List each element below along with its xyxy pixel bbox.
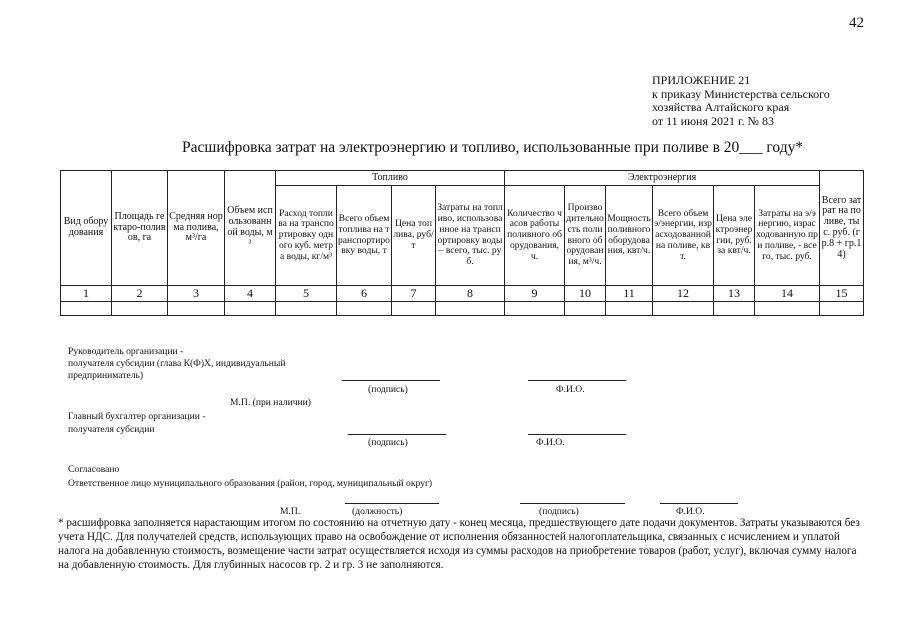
appendix-line: ПРИЛОЖЕНИЕ 21 <box>652 73 751 87</box>
table-cell[interactable] <box>653 302 714 316</box>
header-cell: Всего объем топлива на транспортировку воды, т <box>337 186 392 286</box>
signature-line[interactable] <box>348 434 446 435</box>
table-row-empty <box>61 302 864 316</box>
column-number: 7 <box>392 286 436 302</box>
header-cell: Средняя норма полива, м³/га <box>168 171 225 286</box>
header-cell: Площадь гектаро-поливов, га <box>112 171 168 286</box>
group-header-electric: Электроэнергия <box>505 171 820 186</box>
signature-caption: (подпись) <box>368 437 408 448</box>
column-number: 10 <box>565 286 606 302</box>
accountant-label: Главный бухгалтер организации - <box>68 411 206 422</box>
footnote: * расшифровка заполняется нарастающим итогом по состоянию на отчетную дату - конец месяца, предшествующего дате подачи документов. Затраты указываются без учета НДС. Для получателей средств, использующих право на освобождение от исполнения обязанностей налогоплательщика, связанных с исчислением и уплатой налога на добавленную стоимость, возмещение части затрат осуществляется исходя из суммы расходов на приобретение товаров (работ, услуг), включая сумму налога на добавленную стоимость. Для глубинных насосов гр. 2 и гр. 3 не заполняются. <box>58 517 860 571</box>
column-number: 11 <box>606 286 653 302</box>
header-cell: Мощность поливного оборудования, квт/ч. <box>606 186 653 286</box>
position-caption: (должность) <box>352 506 403 517</box>
table-group-row <box>61 171 864 186</box>
header-cell: Производительность поливного оборудования, м³/ч. <box>565 186 606 286</box>
column-number: 6 <box>337 286 392 302</box>
agreed-label: Согласовано <box>68 464 120 475</box>
signature-caption: (подпись) <box>539 506 579 517</box>
column-number: 13 <box>714 286 755 302</box>
header-cell: Расход топлива на транспортировку одного куб. метра воды, кг/м³ <box>276 186 337 286</box>
signature-line[interactable] <box>342 380 440 381</box>
group-header-fuel: Топливо <box>276 171 505 186</box>
header-cell: Цена топлива, руб/т <box>392 186 436 286</box>
header-cell: Цена электроэнергии, руб. за квт/ч. <box>714 186 755 286</box>
table-cell[interactable] <box>755 302 820 316</box>
head-label: Руководитель организации - <box>68 346 184 357</box>
appendix-line: хозяйства Алтайского края <box>652 100 790 114</box>
column-number: 2 <box>112 286 168 302</box>
name-line[interactable] <box>528 434 626 435</box>
fio-caption: Ф.И.О. <box>536 437 565 448</box>
table-cell[interactable] <box>225 302 276 316</box>
stamp-caption: М.П. <box>280 506 301 517</box>
header-cell: Затраты на топливо, использованное на транспортировку воды – всего, тыс. руб. <box>436 186 505 286</box>
responsible-label: Ответственное лицо муниципального образования (район, город, муниципальный округ) <box>68 478 433 489</box>
page-number: 42 <box>849 15 864 31</box>
appendix-header <box>652 74 882 128</box>
table-cell[interactable] <box>276 302 337 316</box>
table-cell[interactable] <box>714 302 755 316</box>
appendix-line: от 11 июня 2021 г. № 83 <box>652 113 774 128</box>
table-cell[interactable] <box>436 302 505 316</box>
column-number: 3 <box>168 286 225 302</box>
fio-caption: Ф.И.О. <box>556 384 585 395</box>
signature-caption: (подпись) <box>368 384 408 395</box>
header-cell: Объем использованной воды, м³ <box>225 171 276 286</box>
column-number-row <box>61 286 864 302</box>
signature-line[interactable] <box>520 503 625 504</box>
fio-caption: Ф.И.О. <box>676 506 705 517</box>
header-cell: Всего объем э/энергии, израсходованной на поливе, квт. <box>653 186 714 286</box>
column-number: 8 <box>436 286 505 302</box>
column-number: 12 <box>653 286 714 302</box>
appendix-line: к приказу Министерства сельского <box>652 86 830 101</box>
column-number: 15 <box>820 286 864 302</box>
table-cell[interactable] <box>337 302 392 316</box>
head-label: получателя субсидии (глава К(Ф)Х, индивидуальный <box>68 358 286 369</box>
header-cell: Вид оборудования <box>61 171 112 286</box>
column-number: 14 <box>755 286 820 302</box>
table-cell[interactable] <box>505 302 565 316</box>
table-cell[interactable] <box>61 302 112 316</box>
header-cell: Затраты на э/энергию, израсходованную при поливе, - всего, тыс. руб. <box>755 186 820 286</box>
column-number: 1 <box>61 286 112 302</box>
column-number: 4 <box>225 286 276 302</box>
table-cell[interactable] <box>565 302 606 316</box>
table-cell[interactable] <box>112 302 168 316</box>
head-label: предприниматель) <box>68 370 144 381</box>
position-line[interactable] <box>345 503 439 504</box>
accountant-label: получателя субсидии <box>68 424 155 435</box>
table-cell[interactable] <box>820 302 864 316</box>
cost-breakdown-table <box>60 170 864 316</box>
stamp-caption: М.П. (при наличии) <box>230 397 311 408</box>
column-number: 5 <box>276 286 337 302</box>
table-cell[interactable] <box>168 302 225 316</box>
header-cell: Количество часов работы поливного оборудования, ч. <box>505 186 565 286</box>
table-cell[interactable] <box>606 302 653 316</box>
table-cell[interactable] <box>392 302 436 316</box>
name-line[interactable] <box>660 503 738 504</box>
header-cell: Всего затрат на поливе, тыс. руб. (гр.8 + гр.14) <box>820 171 864 286</box>
column-number: 9 <box>505 286 565 302</box>
document-title: Расшифровка затрат на электроэнергию и топливо, использованные при поливе в 20___ году* <box>182 139 804 156</box>
name-line[interactable] <box>528 380 626 381</box>
